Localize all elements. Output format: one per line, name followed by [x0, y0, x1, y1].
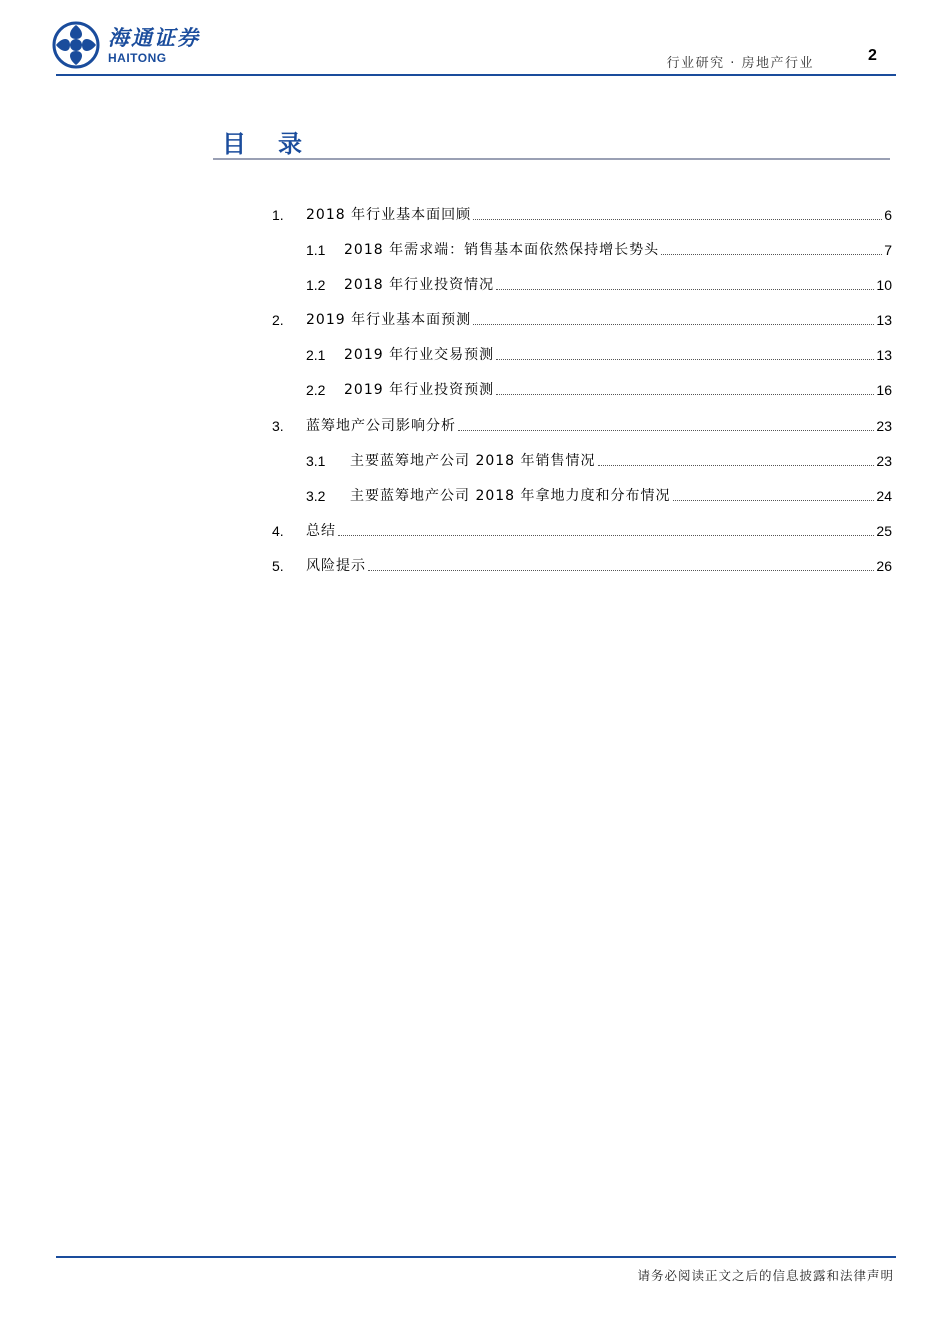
- toc-entry-number: 5.: [272, 557, 284, 574]
- document-category: 行业研究 · 房地产行业: [666, 56, 814, 71]
- toc-entry-title: 2018 年行业投资情况: [344, 277, 495, 294]
- toc-entry-title: 2019 年行业投资预测: [344, 382, 495, 399]
- toc-entry-page: 25: [876, 522, 892, 539]
- toc-entry[interactable]: [272, 241, 892, 276]
- toc-leader-dots: [673, 487, 875, 501]
- toc-entry-title: 主要蓝筹地产公司 2018 年拿地力度和分布情况: [350, 487, 671, 504]
- toc-entry-page: 13: [876, 312, 892, 329]
- toc-entry[interactable]: [272, 417, 892, 452]
- toc-entry-page: 23: [876, 452, 892, 469]
- toc-entry-title: 2019 年行业交易预测: [344, 347, 495, 364]
- toc-entry-page: 24: [876, 487, 892, 504]
- toc-leader-dots: [496, 276, 874, 290]
- footer-divider: [56, 1256, 896, 1258]
- toc-entry[interactable]: [272, 522, 892, 557]
- toc-entry[interactable]: [272, 311, 892, 346]
- toc-entry-number: 3.2: [306, 487, 326, 504]
- page-header: [0, 0, 950, 80]
- toc-entry-number: 2.1: [306, 347, 326, 364]
- toc-title-divider: [213, 158, 890, 160]
- toc-entry-number: 3.: [272, 417, 284, 434]
- toc-entry[interactable]: [272, 206, 892, 241]
- toc-title: 目录: [222, 129, 334, 158]
- header-divider: [56, 74, 896, 76]
- toc-entry-number: 1.1: [306, 242, 326, 259]
- toc-leader-dots: [473, 311, 874, 325]
- toc-entry-title: 总结: [306, 522, 336, 539]
- toc-entry-title: 2018 年需求端：销售基本面依然保持增长势头: [344, 242, 660, 259]
- toc-entry-number: 4.: [272, 522, 284, 539]
- toc-leader-dots: [496, 346, 874, 360]
- toc-leader-dots: [368, 557, 874, 571]
- toc-entry-page: 10: [876, 277, 892, 294]
- toc-entry-page: 13: [876, 347, 892, 364]
- logo-chinese-name: 海通证券: [108, 24, 200, 50]
- footer-disclaimer: 请务必阅读正文之后的信息披露和法律声明: [637, 1268, 894, 1283]
- toc-entry[interactable]: [272, 276, 892, 311]
- page-number: 2: [868, 47, 877, 64]
- toc-entry[interactable]: [272, 381, 892, 416]
- table-of-contents: [272, 206, 892, 592]
- toc-entry-page: 7: [884, 242, 892, 259]
- toc-leader-dots: [598, 452, 875, 466]
- haitong-emblem-icon: [52, 21, 100, 69]
- toc-entry-number: 2.: [272, 312, 284, 329]
- toc-entry-title: 蓝筹地产公司影响分析: [306, 417, 456, 434]
- toc-entry-page: 16: [876, 382, 892, 399]
- toc-entry-page: 23: [876, 417, 892, 434]
- toc-entry-page: 26: [876, 557, 892, 574]
- toc-entry-number: 3.1: [306, 452, 326, 469]
- toc-entry-title: 主要蓝筹地产公司 2018 年销售情况: [350, 452, 596, 469]
- toc-entry[interactable]: [272, 452, 892, 487]
- toc-leader-dots: [338, 522, 874, 536]
- haitong-logo: [52, 20, 200, 70]
- toc-entry-number: 2.2: [306, 382, 326, 399]
- toc-entry[interactable]: [272, 557, 892, 592]
- toc-entry[interactable]: [272, 487, 892, 522]
- toc-leader-dots: [661, 241, 882, 255]
- toc-entry[interactable]: [272, 346, 892, 381]
- toc-leader-dots: [496, 381, 874, 395]
- logo-english-name: HAITONG: [108, 50, 167, 65]
- toc-entry-title: 2019 年行业基本面预测: [306, 312, 472, 329]
- toc-entry-title: 风险提示: [306, 557, 366, 574]
- toc-entry-number: 1.2: [306, 277, 326, 294]
- toc-leader-dots: [458, 417, 874, 431]
- toc-entry-page: 6: [884, 207, 892, 223]
- toc-entry-number: 1.: [272, 207, 284, 223]
- toc-entry-title: 2018 年行业基本面回顾: [306, 207, 472, 223]
- toc-leader-dots: [473, 206, 882, 220]
